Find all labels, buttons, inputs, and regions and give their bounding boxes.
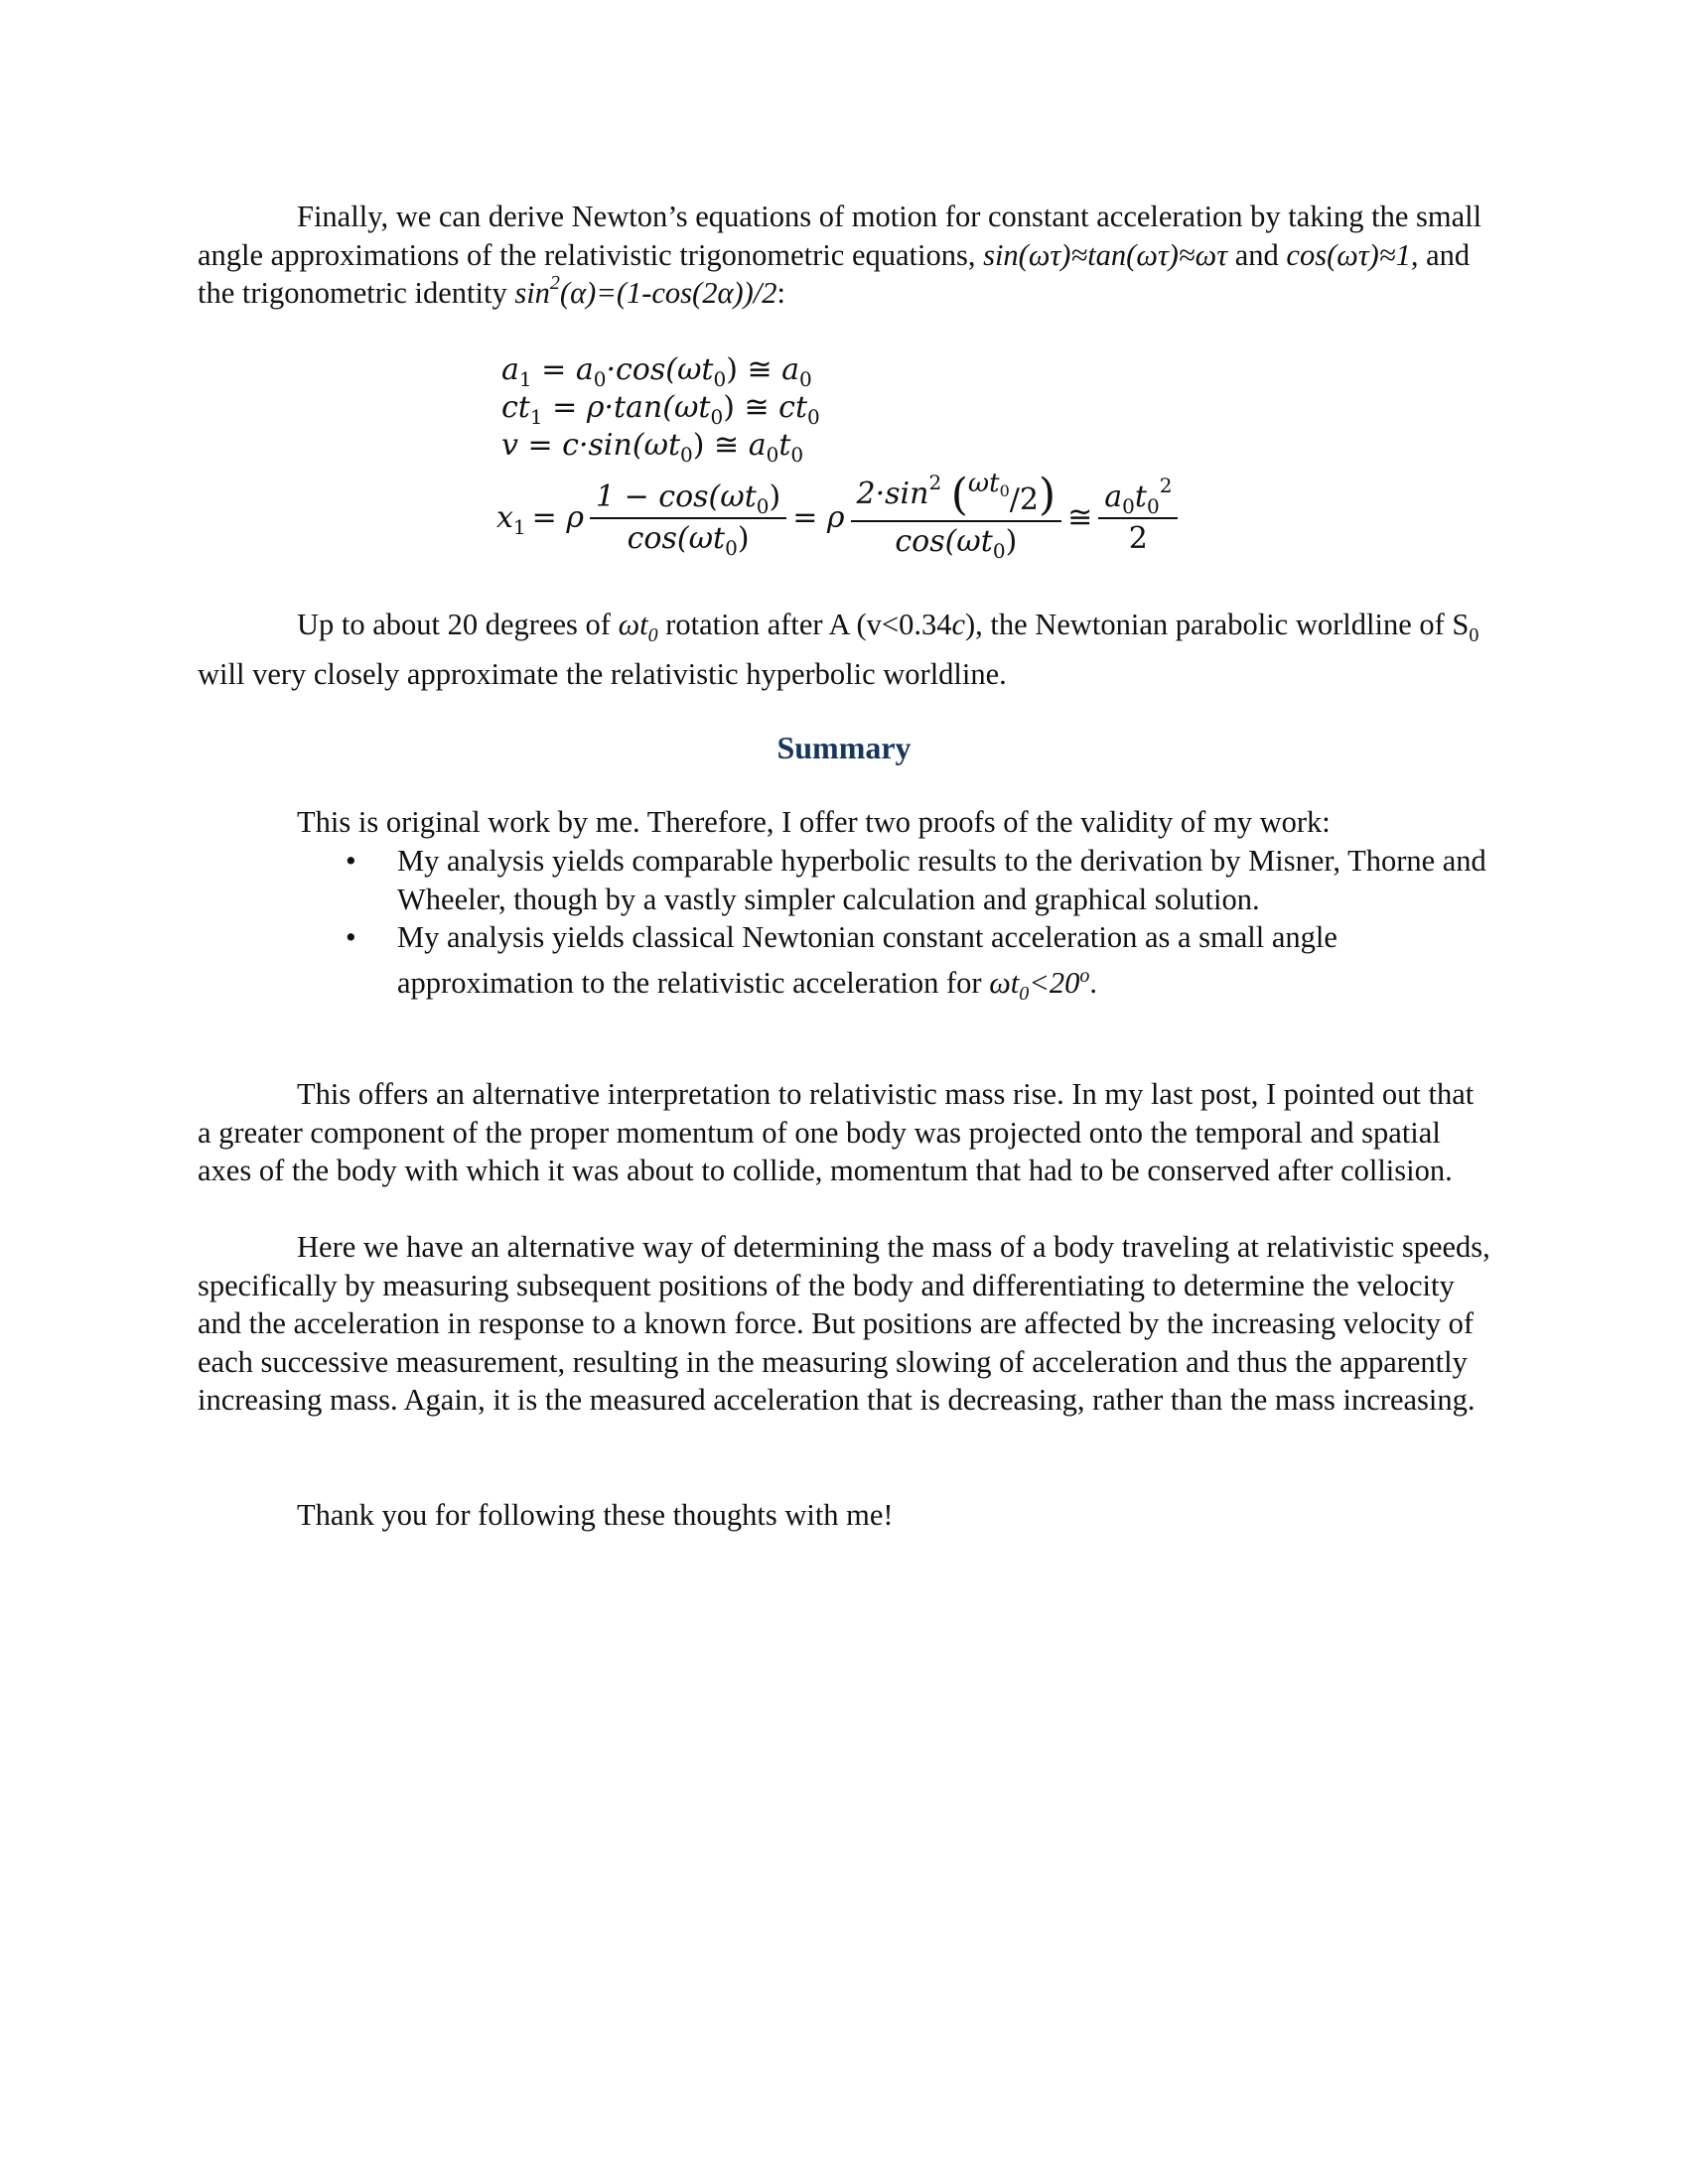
eq1-result: a <box>781 352 800 387</box>
f1-den-sub: 0 <box>725 536 738 560</box>
trig-identity <box>514 272 777 311</box>
proof-list <box>298 842 1489 1014</box>
f1-num-a: 1 − cos(ωt <box>595 479 757 514</box>
rotation-paragraph <box>198 606 1490 693</box>
para2-d: ), the Newtonian parabolic worldline of S <box>965 608 1470 641</box>
closing-line: Thank you for following these thoughts with me! <box>297 1498 894 1532</box>
para2-wt-text: ωt <box>618 608 648 641</box>
eq4-lhs: x <box>496 500 513 535</box>
para2-wt <box>618 608 658 647</box>
f2-inner-wt: ωt <box>967 469 1000 498</box>
mass-rise-paragraph: This offers an alternative interpretation to relativistic mass rise. In my last post, I pointed out that a greater component of the proper momentum of one body was projected onto the temporal and spatial axes of the body with which it was about to collide, momentum that had to be conserved after collision. <box>198 1077 1475 1188</box>
eq3-lhs: v <box>501 428 518 463</box>
equation-x1 <box>496 469 1178 563</box>
bullet-2-lt: <20 <box>1029 965 1080 1000</box>
identity-rest: (α)=(1-cos(2α))/2 <box>559 276 777 311</box>
eq3-equals: = <box>517 428 563 463</box>
eq4-lhs-group <box>496 500 526 539</box>
equation-ct1 <box>501 390 820 429</box>
fraction-1 <box>590 478 786 559</box>
bullet-icon: • <box>346 920 356 955</box>
para2-a: Up to about 20 degrees of <box>297 608 619 641</box>
f2-num-a: 2·sin <box>856 477 929 511</box>
eq1-rhs: a <box>575 352 594 387</box>
eq2-result: ct <box>778 390 807 425</box>
eq3-result-a-sub: 0 <box>766 443 779 467</box>
f3-num-t: t <box>1134 479 1147 514</box>
f1-den-a: cos(ωt <box>627 521 726 556</box>
small-angle-approx-sin-tan: sin(ωτ)≈tan(ωτ)≈ωτ <box>983 237 1228 272</box>
eq2-rhs: ρ·tan(ωt <box>586 390 711 425</box>
f2-paren-open: ( <box>950 470 968 520</box>
bullet-2-end: . <box>1089 965 1097 1000</box>
fraction-1-numerator <box>590 478 786 519</box>
f1-num-b: ) <box>769 479 781 514</box>
eq2-lhs: ct <box>501 390 530 425</box>
equation-v <box>501 428 804 467</box>
f1-den-b: ) <box>737 521 750 556</box>
summary-intro: This is original work by me. Therefore, I offer two proofs of the validity of my work: <box>297 805 1331 839</box>
bullet-2-text: My analysis yields classical Newtonian constant acceleration as a small angle approximation to the relativistic acceleration for <box>397 920 1337 1000</box>
identity-sin: sin <box>514 276 550 311</box>
f2-den-a: cos(ωt <box>895 524 993 559</box>
equation-a1 <box>501 352 812 391</box>
fraction-2-denominator <box>851 522 1062 562</box>
f3-num-sup: 2 <box>1159 474 1173 497</box>
list-item <box>298 842 1489 918</box>
identity-lead: and the trigonometric identity <box>198 237 1471 311</box>
bullet-1-text: My analysis yields comparable hyperbolic results to the derivation by Misner, Thorne and Wheeler, though by a vastly simpler calculation and graphical solution. <box>397 844 1486 916</box>
eq3-close: ) ≅ <box>692 428 749 463</box>
eq1-close: ) ≅ <box>726 352 782 387</box>
measurement-paragraph: Here we have an alternative way of determining the mass of a body traveling at relativistic speeds, specifically by measuring subsequent positions of the body and differentiating to determine the velocity and the acceleration in response to a known force. But positions are affected by the increasing velocity of each successive measurement, resulting in the measuring slowing of acceleration and thus the apparently increasing mass. Again, it is the measured acceleration that is decreasing, rather than the mass increasing. <box>198 1230 1490 1418</box>
eq1-rhs-rest: ·cos(ωt <box>606 352 714 387</box>
fraction-2-numerator <box>851 469 1062 522</box>
identity-sup: 2 <box>549 272 560 295</box>
eq2-result-sub: 0 <box>807 405 820 429</box>
bullet-icon: • <box>346 844 356 878</box>
eq2-equals: = <box>542 390 587 425</box>
eq3-result-a: a <box>748 428 767 463</box>
bullet-2-sub: 0 <box>1019 983 1030 1006</box>
identity-end: : <box>776 276 785 311</box>
eq2-close: ) ≅ <box>723 390 779 425</box>
eq1-lhs-sub: 1 <box>518 367 532 391</box>
eq1-rhs-sub: 0 <box>593 367 607 391</box>
eq3-t-sub: 0 <box>680 443 693 467</box>
f3-num-a: a <box>1104 479 1123 514</box>
eq4-equals-rho: = ρ <box>531 500 584 535</box>
f3-num-t-sub: 0 <box>1146 494 1160 518</box>
eq4-lhs-sub: 1 <box>512 515 526 539</box>
fraction-3 <box>1098 474 1178 559</box>
summary-heading: Summary <box>776 730 912 765</box>
bullet-2-math <box>989 964 1090 1006</box>
eq1-t-sub: 0 <box>713 367 727 391</box>
fraction-1-denominator <box>590 519 786 559</box>
f2-den-b: ) <box>1005 524 1018 559</box>
small-angle-approx-cos: cos(ωτ)≈1, <box>1286 237 1419 272</box>
intro-paragraph <box>198 198 1490 313</box>
eq4-equals-rho-2: = ρ <box>792 500 845 535</box>
eq3-rhs: c·sin(ωt <box>562 428 681 463</box>
para2-b: rotation after A (v<0.34 <box>657 608 952 641</box>
para2-c: c <box>951 608 965 641</box>
intro-and: and <box>1227 237 1287 272</box>
bullet-2-sup: o <box>1079 964 1090 987</box>
f2-inner <box>968 469 1010 498</box>
eq2-t-sub: 0 <box>710 405 724 429</box>
f2-slash-2: /2 <box>1009 482 1039 517</box>
bullet-2-wt: ωt <box>989 965 1020 1000</box>
f2-den-sub: 0 <box>992 539 1006 563</box>
f1-num-sub: 0 <box>756 494 770 518</box>
fraction-3-denominator: 2 <box>1128 521 1148 556</box>
eq2-lhs-sub: 1 <box>529 405 543 429</box>
intro-lead: Finally, we can derive Newton’s equations of motion for constant acceleration by taking the small angle approximations of the relativistic trigonometric equations, <box>198 200 1482 272</box>
eq3-result-t: t <box>778 428 791 463</box>
para2-e: will very closely approximate the relativistic hyperbolic worldline. <box>198 656 1007 691</box>
eq3-result-t-sub: 0 <box>790 443 804 467</box>
eq1-equals: = <box>531 352 576 387</box>
eq1-result-sub: 0 <box>799 367 812 391</box>
para2-wt-sub: 0 <box>647 624 658 647</box>
eq1-lhs: a <box>501 352 519 387</box>
fraction-3-numerator <box>1098 474 1178 519</box>
f3-num-a-sub: 0 <box>1122 494 1135 518</box>
f2-inner-sub: 0 <box>999 481 1010 500</box>
f2-num-sup: 2 <box>928 471 942 494</box>
eq4-approx: ≅ <box>1067 500 1093 535</box>
list-item <box>298 918 1489 1013</box>
f2-paren-close: ) <box>1038 470 1056 520</box>
para2-s-sub: 0 <box>1469 624 1479 647</box>
fraction-2 <box>851 469 1062 563</box>
